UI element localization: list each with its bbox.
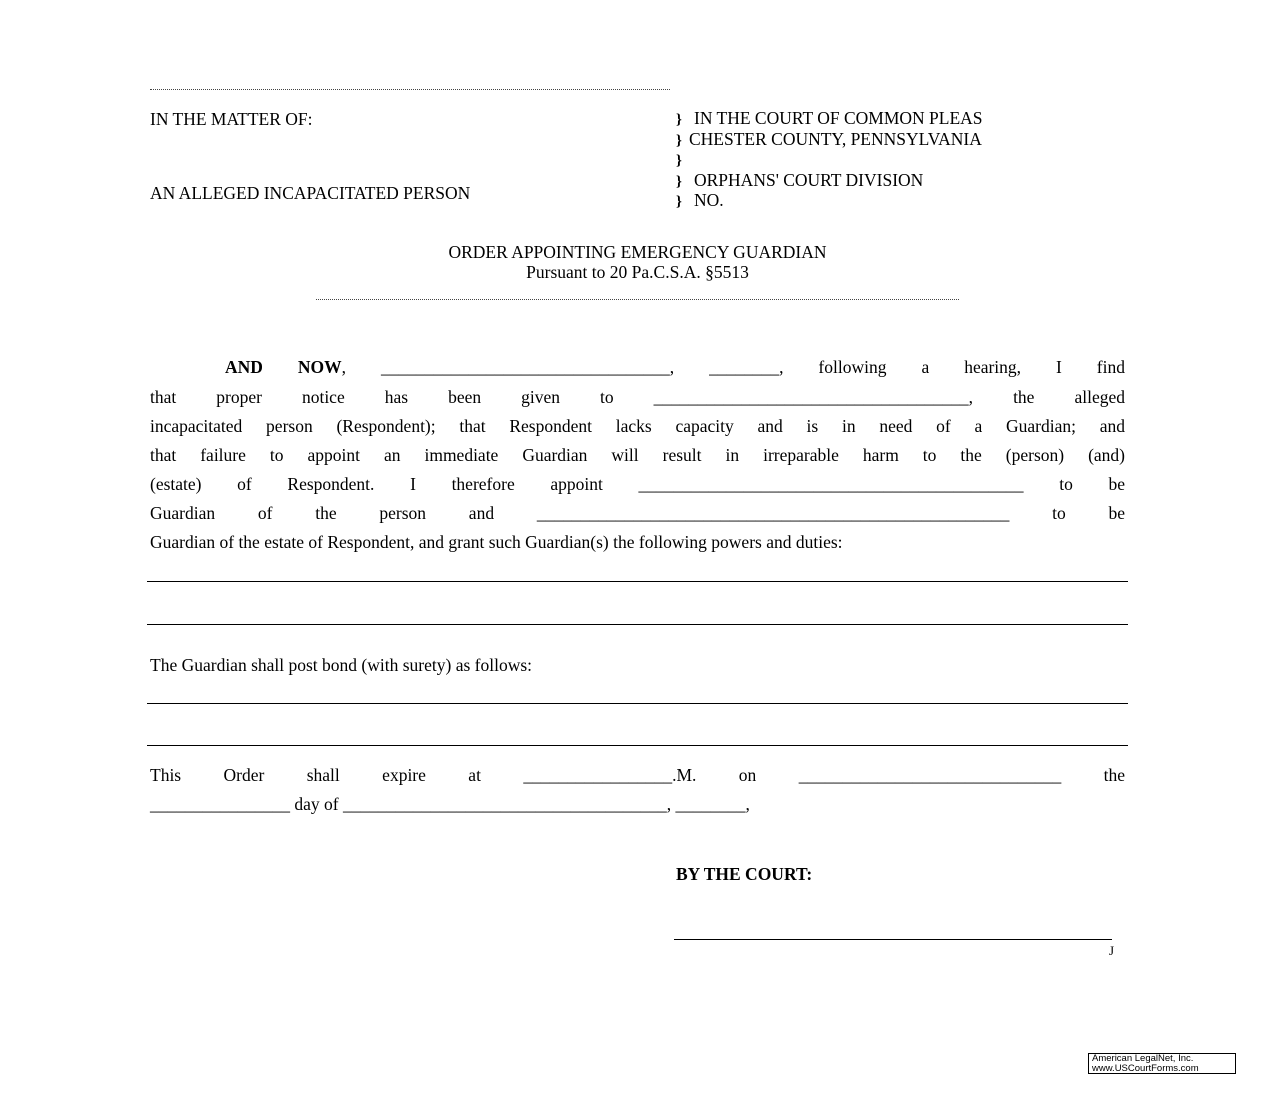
and-now-label: AND NOW: [225, 357, 342, 377]
order-subtitle: Pursuant to 20 Pa.C.S.A. §5513: [526, 262, 749, 282]
body-line-5: (estate) of Respondent. I therefore appoint ____________________________________________ to be: [150, 474, 1125, 494]
caption-top-rule: [150, 89, 670, 90]
powers-line-2: [147, 624, 1128, 625]
bond-line-1: [147, 703, 1128, 704]
judge-signature-line: [674, 939, 1112, 940]
bracket-glyph: }: [676, 132, 682, 149]
alleged-person-label: AN ALLEGED INCAPACITATED PERSON: [150, 183, 471, 203]
body-line-6: Guardian of the person and ______________________________________________________ to be: [150, 503, 1125, 523]
bracket-glyph: }: [676, 173, 682, 190]
court-caption-line-1: } IN THE COURT OF COMMON PLEAS: [676, 108, 983, 128]
matter-of-label: IN THE MATTER OF:: [150, 109, 313, 129]
logo-line-1: American LegalNet, Inc.: [1092, 1053, 1194, 1064]
heading-underline: [316, 299, 959, 300]
body-line-1: [150, 353, 1125, 382]
order-title: ORDER APPOINTING EMERGENCY GUARDIAN: [448, 242, 827, 262]
body-line-7: Guardian of the estate of Respondent, and grant such Guardian(s) the following powers and duties:: [150, 532, 843, 552]
body-line-2: that proper notice has been given to ____________________________________, the alleged: [150, 387, 1125, 407]
logo-line-2: www.USCourtForms.com: [1092, 1062, 1199, 1074]
bracket-glyph: }: [676, 112, 682, 128]
body-line-3: incapacitated person (Respondent); that Respondent lacks capacity and is in need of a Guardian; and: [150, 416, 1125, 436]
bracket-glyph: }: [676, 194, 682, 210]
judge-suffix: J: [1109, 943, 1115, 958]
court-caption-line-3: [676, 150, 983, 171]
body-line-4: that failure to appoint an immediate Guardian will result in irreparable harm to the (person) (and): [150, 445, 1125, 465]
court-caption: [676, 109, 983, 212]
court-caption-line-5: } NO.: [676, 190, 724, 210]
expire-line-2: ________________ day of _____________________________________, ________,: [150, 794, 750, 814]
court-caption-line-2: } CHESTER COUNTY, PENNSYLVANIA: [676, 128, 982, 149]
bond-text: The Guardian shall post bond (with surety) as follows:: [150, 655, 533, 675]
powers-line-1: [147, 581, 1128, 582]
body-line-1-rest: , _________________________________, ________, following a hearing, I find: [341, 357, 1125, 377]
court-caption-line-4: } ORPHANS' COURT DIVISION: [676, 169, 924, 190]
bracket-glyph: }: [676, 153, 682, 169]
american-legalnet-logo: [1088, 1053, 1236, 1074]
expire-line-1: This Order shall expire at _________________.M. on ______________________________ the: [150, 765, 1125, 785]
by-the-court-label: BY THE COURT:: [676, 864, 813, 884]
bond-line-2: [147, 745, 1128, 746]
